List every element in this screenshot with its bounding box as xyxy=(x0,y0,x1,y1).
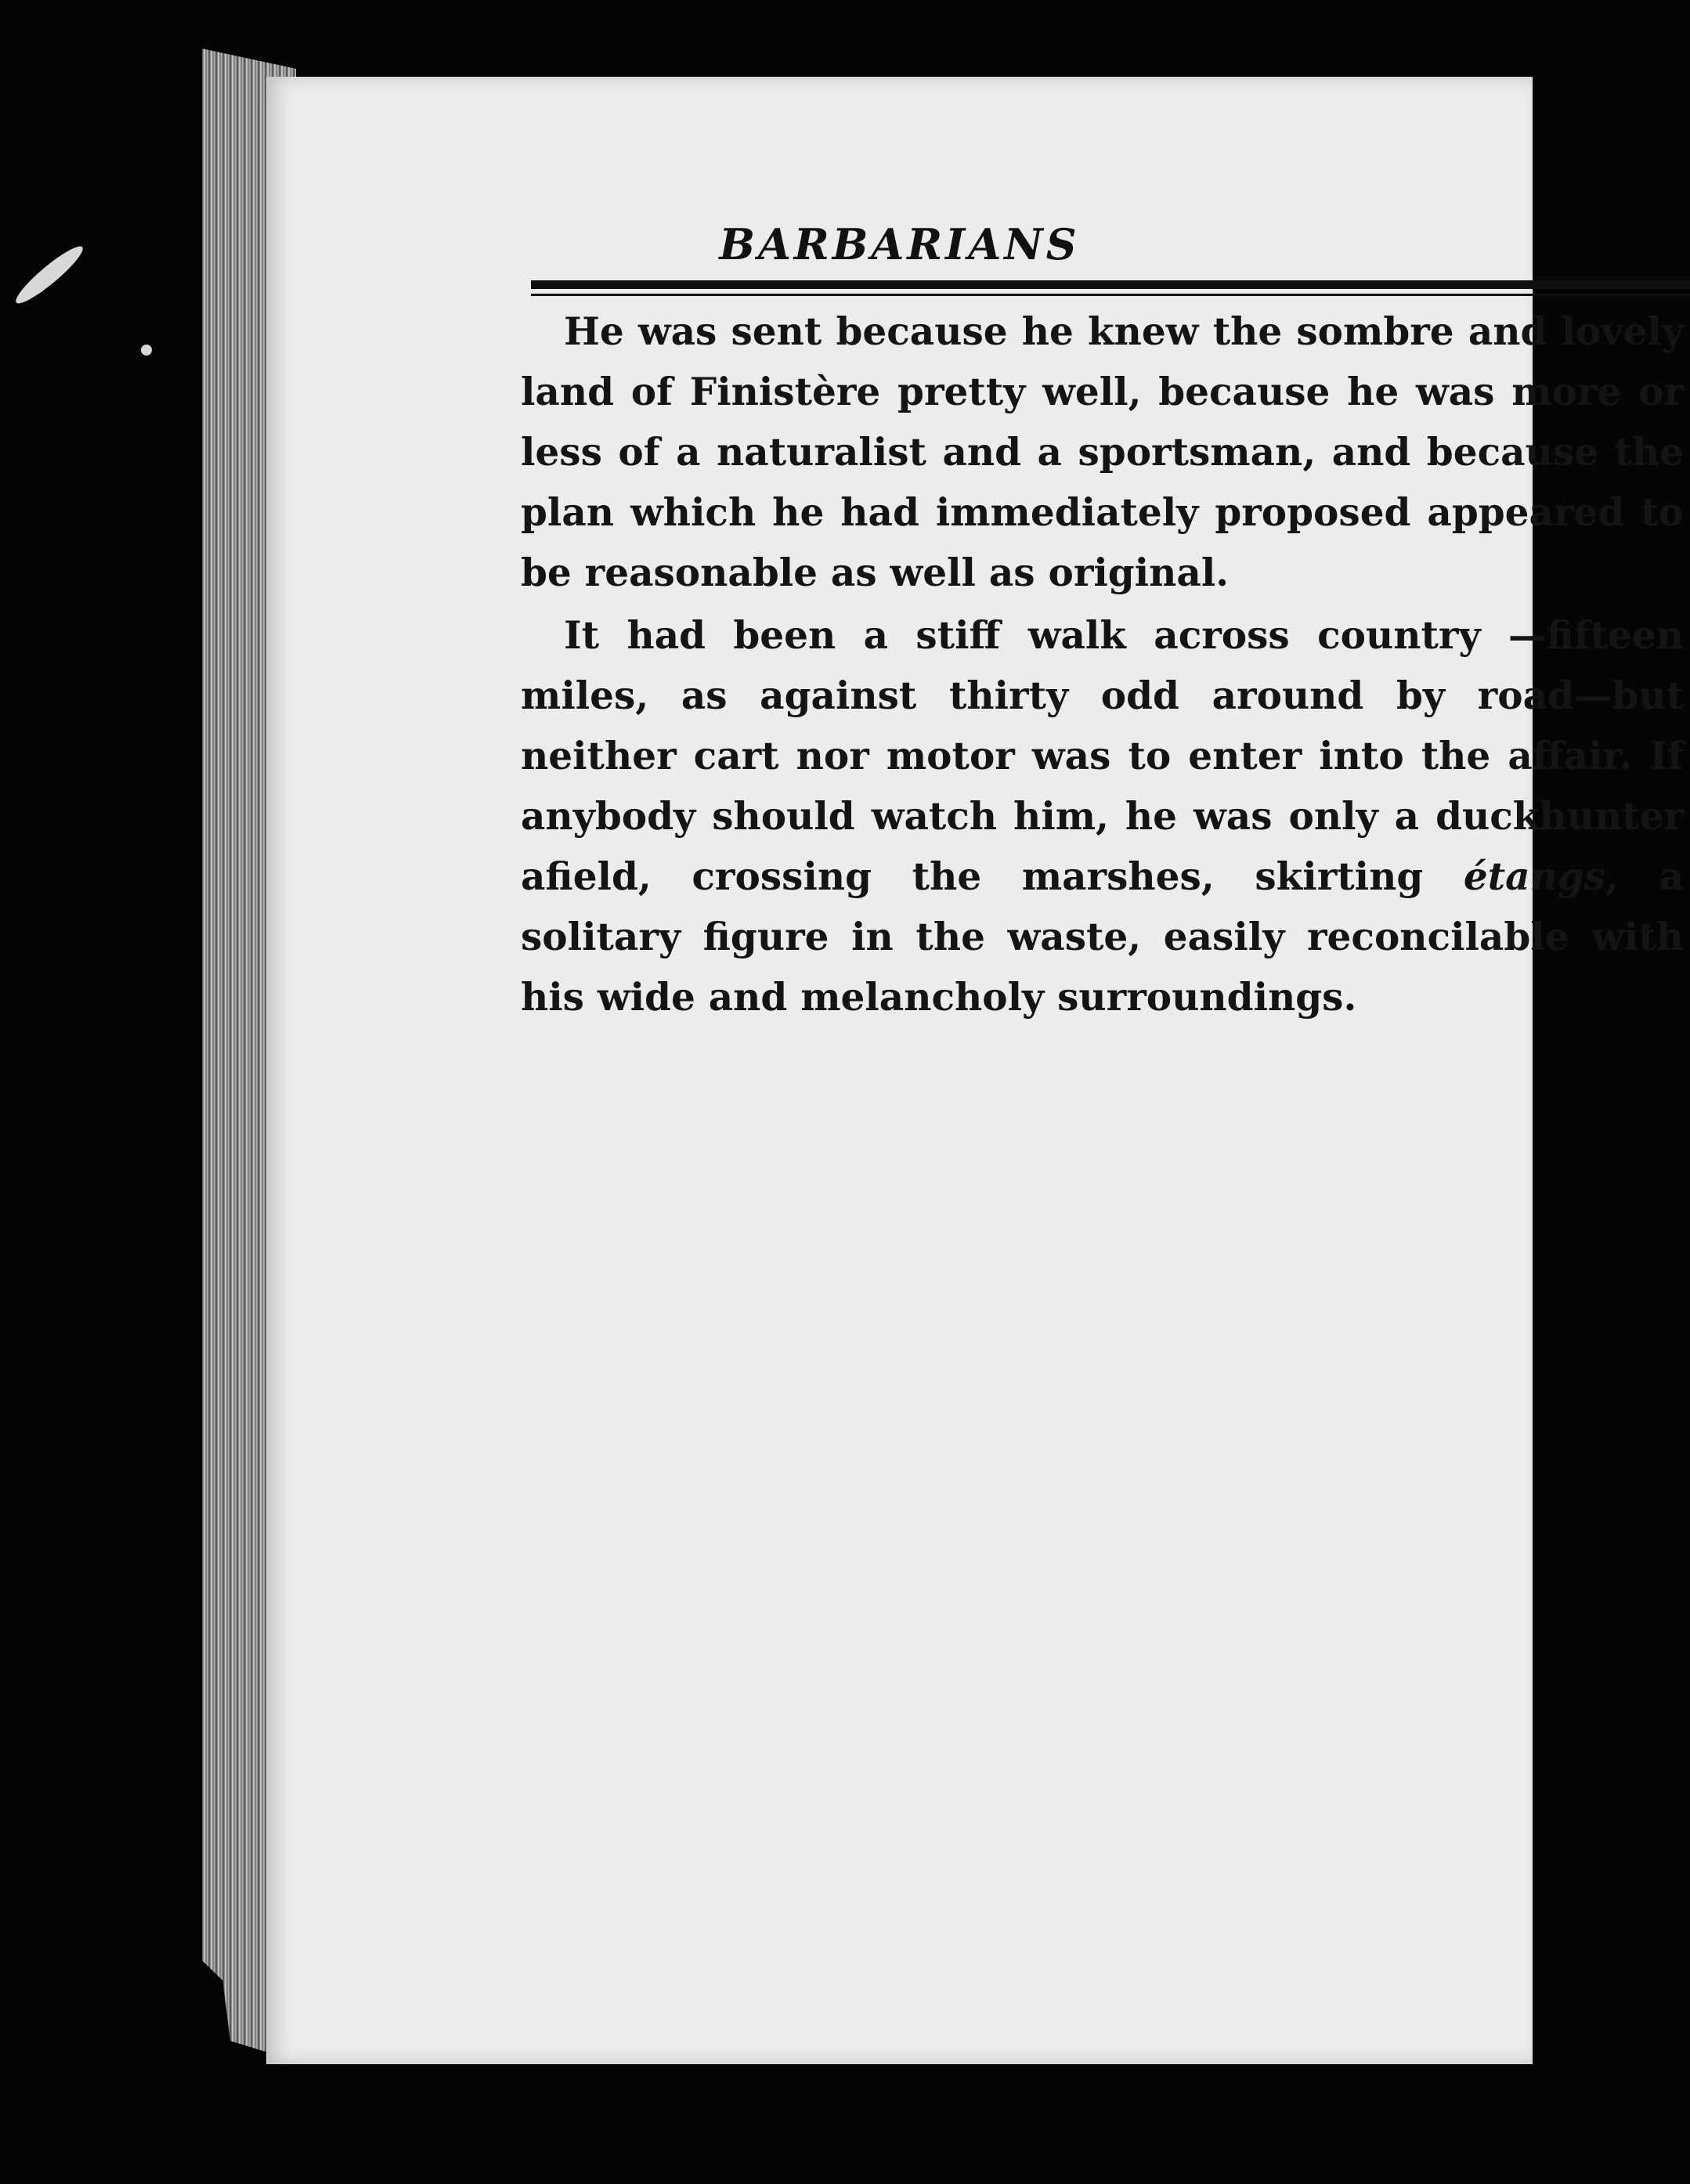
body-text xyxy=(521,301,1684,1027)
margin-speck xyxy=(141,345,152,356)
paragraph-2-text-b: , a solitary figure in the waste, easily reconcilable with his wide and melancholy surroundings. xyxy=(521,854,1685,1020)
header-rule-thin xyxy=(531,294,1690,296)
margin-speck xyxy=(11,240,88,309)
running-head: BARBARIANS xyxy=(719,219,1080,269)
italic-term: étangs xyxy=(1463,854,1606,899)
paragraph-2-text-a: It had been a stiff walk across country —fifteen miles, as against thirty odd around by road—but neither cart nor motor was to enter into the affair. If anybody should watch him, he was only a duckhunter afield, crossing the marshes, skirting xyxy=(521,613,1684,899)
book-page xyxy=(266,77,1685,2064)
paragraph-2 xyxy=(521,605,1684,1027)
paragraph-1: He was sent because he knew the sombre and lovely land of Finistère pretty well, because he was more or less of a naturalist and a sportsman, and because the plan which he had immediately proposed appeared to be reasonable as well as original. xyxy=(521,309,1684,595)
header-rule-thick xyxy=(531,280,1690,289)
